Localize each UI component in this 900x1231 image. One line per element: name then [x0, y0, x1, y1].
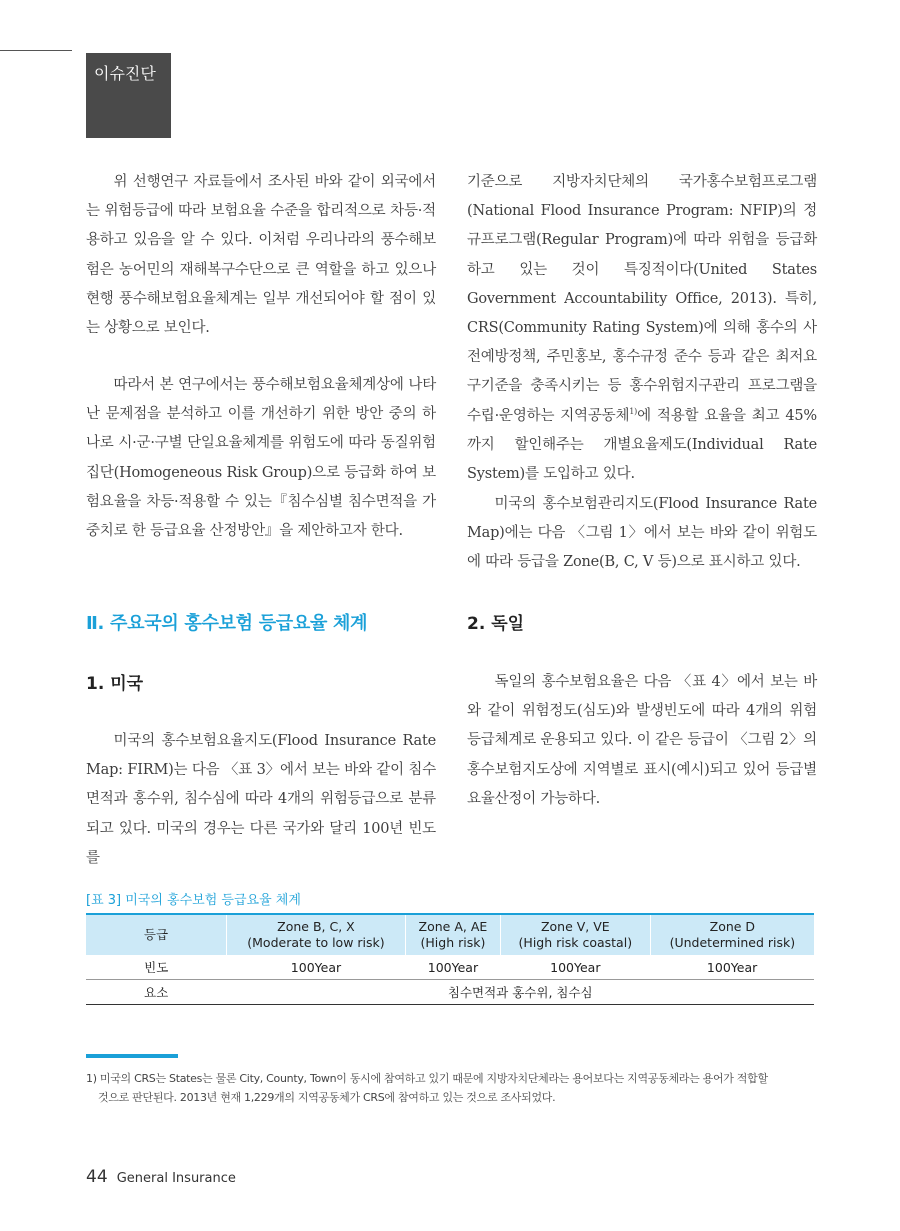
- publication-name: General Insurance: [116, 1171, 236, 1186]
- table-header-row: [86, 914, 814, 955]
- header-zone-vve: [500, 914, 650, 955]
- table-row-frequency: [86, 955, 814, 980]
- footnote-rule: [86, 1054, 178, 1058]
- subheading-germany: 2. 독일: [467, 614, 525, 634]
- section-tag: [86, 53, 171, 138]
- table-row-factors: [86, 980, 814, 1005]
- subheading-usa: 1. 미국: [86, 674, 144, 694]
- zone-name: Zone D: [709, 919, 756, 934]
- header-zone-bcx: [227, 914, 406, 955]
- right-paragraph-3: 독일의 홍수보험요율은 다음 〈표 4〉에서 보는 바와 같이 위험정도(심도)와 발생빈도에 따라 4개의 위험등급체계로 운용되고 있다. 이 같은 등급이 〈그림 2〉의 홍수보험지도상에 지역별로 표시(예시)되고 있어 등급별 요율산정이 가능하다.: [467, 674, 817, 807]
- table-caption: [표 3] 미국의 홍수보험 등급요율 체계: [86, 893, 301, 908]
- section-heading: Ⅱ. 주요국의 홍수보험 등급요율 체계: [86, 613, 368, 634]
- row-label: 요소: [86, 980, 227, 1005]
- right-paragraph-1-part-a: 기준으로 지방자치단체의 국가홍수보험프로그램(National Flood Insurance Program: NFIP)의 정규프로그램(Regular Program)에 따라 위험을 등급화하고 있는 것이 특징적이다(United States Government Accountability Office, 2013). 특히, CRS(Community Rating System)에 의해 홍수의 사전예방정책, 주민홍보, 홍수규정 준수 등과 같은 최저요구기준을 충족시키는 등 홍수위험지구관리 프로그램을 수립·운영하는 지역공동체: [467, 174, 817, 424]
- zone-risk: (Moderate to low risk): [247, 935, 385, 950]
- zone-risk: (High risk coastal): [518, 935, 633, 950]
- zone-name: Zone A, AE: [418, 919, 488, 934]
- section-tag-label: 이슈진단: [94, 64, 156, 83]
- zone-risk: (Undetermined risk): [669, 935, 796, 950]
- right-paragraph-1: [467, 168, 817, 489]
- right-paragraph-2: 미국의 홍수보험관리지도(Flood Insurance Rate Map)에는 다음 〈그림 1〉에서 보는 바와 같이 위험도에 따라 등급을 Zone(B, C, V 등)으로 표시하고 있다.: [467, 496, 817, 571]
- footnote-ref: 1): [629, 406, 638, 416]
- footnote-line-2: 것으로 판단된다. 2013년 현재 1,229개의 지역공동체가 CRS에 참여하고 있는 것으로 조사되었다.: [98, 1091, 556, 1104]
- table-cell: 100Year: [227, 955, 406, 980]
- left-paragraph-3: 미국의 홍수보험요율지도(Flood Insurance Rate Map: FIRM)는 다음 〈표 3〉에서 보는 바와 같이 침수면적과 홍수위, 침수심에 따라 4개의 위험등급으로 분류되고 있다. 미국의 경우는 다른 국가와 달리 100년 빈도를: [86, 733, 436, 866]
- zone-risk: (High risk): [420, 935, 486, 950]
- row-label: 빈도: [86, 955, 227, 980]
- header-rule: [0, 50, 72, 51]
- table-cell: 100Year: [650, 955, 814, 980]
- flood-rate-table: [86, 913, 814, 1005]
- zone-name: Zone B, C, X: [277, 919, 355, 934]
- footnote: [86, 1069, 816, 1107]
- page-number: 44: [86, 1167, 108, 1187]
- right-paragraph-1-part-b: 에 적용할 요율을 최고 45%까지 할인해주는 개별요율제도(Individual Rate System)를 도입하고 있다.: [467, 407, 817, 483]
- footnote-line-1: 미국의 CRS는 States는 물론 City, County, Town이 동시에 참여하고 있기 때문에 지방자치단체라는 용어보다는 지역공동체라는 용어가 적합할: [99, 1072, 768, 1085]
- header-grade: 등급: [86, 914, 227, 955]
- table-cell: 100Year: [405, 955, 500, 980]
- footnote-number: 1): [86, 1072, 97, 1085]
- page-footer: [86, 1167, 236, 1187]
- table-cell: 침수면적과 홍수위, 침수심: [227, 980, 815, 1005]
- left-paragraph-2: 따라서 본 연구에서는 풍수해보험요율체계상에 나타난 문제점을 분석하고 이를 개선하기 위한 방안 중의 하나로 시·군·구별 단일요율체계를 위험도에 따라 동질위험 집단(Homogeneous Risk Group)으로 등급화 하여 보험요율을 차등·적용할 수 있는『침수심별 침수면적을 가중치로 한 등급요율 산정방안』을 제안하고자 한다.: [86, 377, 436, 540]
- left-paragraph-1: 위 선행연구 자료들에서 조사된 바와 같이 외국에서는 위험등급에 따라 보험요율 수준을 합리적으로 차등·적용하고 있음을 알 수 있다. 이처럼 우리나라의 풍수해보험은 농어민의 재해복구수단으로 큰 역할을 하고 있으나 현행 풍수해보험요율체계는 일부 개선되어야 할 점이 있는 상황으로 보인다.: [86, 174, 436, 337]
- zone-name: Zone V, VE: [540, 919, 610, 934]
- header-zone-d: [650, 914, 814, 955]
- table-cell: 100Year: [500, 955, 650, 980]
- header-zone-aae: [405, 914, 500, 955]
